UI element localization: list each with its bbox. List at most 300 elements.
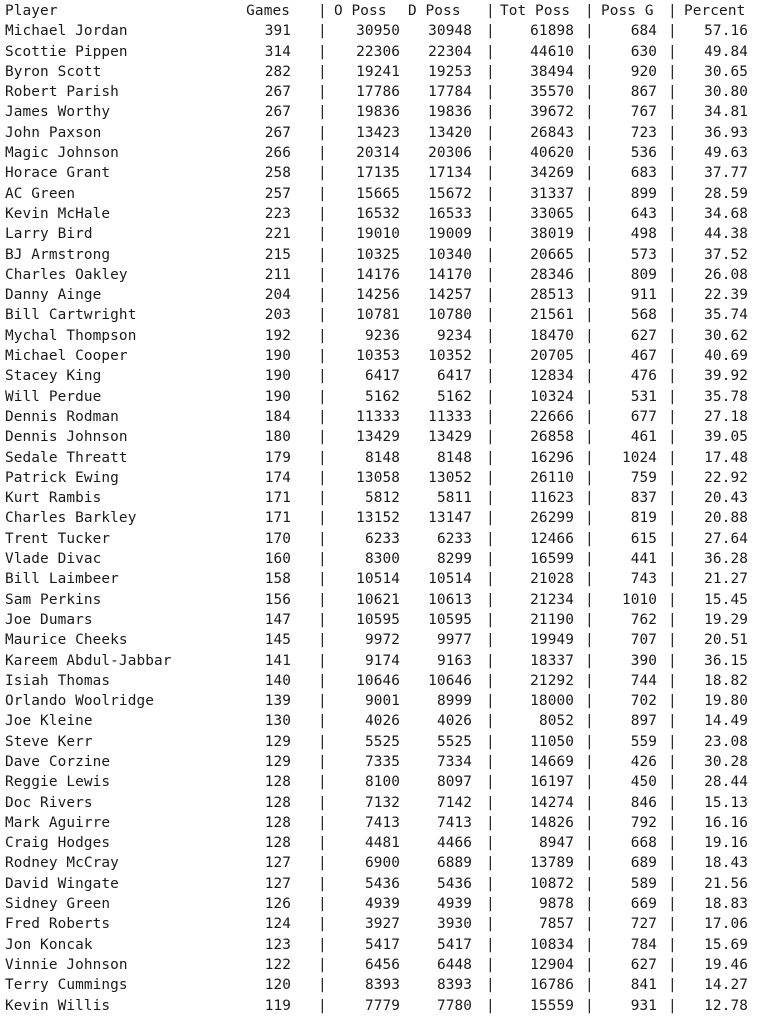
games-value: 184 bbox=[264, 408, 291, 425]
o-poss-value: 5525 bbox=[364, 733, 400, 750]
table-row bbox=[0, 772, 757, 792]
games-value: 179 bbox=[264, 449, 291, 466]
tot-poss-value: 26843 bbox=[530, 124, 574, 141]
table-row bbox=[0, 305, 757, 325]
column-separator: | bbox=[668, 652, 677, 669]
games-value: 120 bbox=[264, 977, 291, 994]
column-separator: | bbox=[318, 693, 327, 710]
column-separator: | bbox=[668, 104, 677, 121]
games-value: 391 bbox=[264, 23, 291, 40]
column-separator: | bbox=[585, 246, 594, 263]
games-value: 139 bbox=[264, 693, 291, 710]
column-separator: | bbox=[585, 287, 594, 304]
poss-g-value: 441 bbox=[630, 551, 657, 568]
tot-poss-value: 26110 bbox=[530, 469, 574, 486]
games-value: 160 bbox=[264, 551, 291, 568]
percent-value: 21.56 bbox=[704, 875, 748, 892]
d-poss-value: 10352 bbox=[428, 348, 472, 365]
percent-value: 17.06 bbox=[704, 916, 748, 933]
table-row bbox=[0, 529, 757, 549]
column-separator: | bbox=[668, 469, 677, 486]
column-separator: | bbox=[486, 348, 495, 365]
column-separator: | bbox=[486, 287, 495, 304]
o-poss-value: 22306 bbox=[356, 43, 400, 60]
column-separator: | bbox=[486, 124, 495, 141]
table-row bbox=[0, 914, 757, 934]
player-name: Will Perdue bbox=[5, 388, 102, 405]
o-poss-value: 10646 bbox=[356, 672, 400, 689]
tot-poss-value: 18000 bbox=[530, 693, 574, 710]
tot-poss-value: 38019 bbox=[530, 226, 574, 243]
column-separator: | bbox=[668, 185, 677, 202]
o-poss-value: 10325 bbox=[356, 246, 400, 263]
player-name: Mychal Thompson bbox=[5, 327, 137, 344]
column-separator: | bbox=[486, 571, 495, 588]
o-poss-value: 16532 bbox=[356, 205, 400, 222]
games-value: 257 bbox=[264, 185, 291, 202]
percent-value: 44.38 bbox=[704, 226, 748, 243]
column-separator: | bbox=[318, 348, 327, 365]
d-poss-value: 9977 bbox=[436, 632, 472, 649]
column-separator: | bbox=[585, 23, 594, 40]
header-games: Games bbox=[246, 3, 290, 19]
column-separator: | bbox=[486, 246, 495, 263]
column-separator: | bbox=[318, 794, 327, 811]
column-separator: | bbox=[486, 23, 495, 40]
poss-g-value: 450 bbox=[630, 774, 657, 791]
column-separator: | bbox=[668, 165, 677, 182]
games-value: 221 bbox=[264, 226, 291, 243]
column-separator: | bbox=[585, 226, 594, 243]
player-name: Horace Grant bbox=[5, 165, 111, 182]
o-poss-value: 9174 bbox=[364, 652, 400, 669]
tot-poss-value: 8052 bbox=[538, 713, 574, 730]
percent-value: 17.48 bbox=[704, 449, 748, 466]
column-separator: | bbox=[318, 307, 327, 324]
o-poss-value: 13423 bbox=[356, 124, 400, 141]
o-poss-value: 19010 bbox=[356, 226, 400, 243]
column-separator: | bbox=[668, 794, 677, 811]
d-poss-value: 10595 bbox=[428, 611, 472, 628]
table-row bbox=[0, 671, 757, 691]
column-separator: | bbox=[318, 916, 327, 933]
o-poss-value: 5417 bbox=[364, 936, 400, 953]
column-separator: | bbox=[585, 753, 594, 770]
header-percent: Percent bbox=[684, 3, 746, 19]
column-separator: | bbox=[318, 246, 327, 263]
column-separator: | bbox=[668, 814, 677, 831]
player-name: Sam Perkins bbox=[5, 591, 102, 608]
poss-g-value: 627 bbox=[630, 327, 657, 344]
column-separator: | bbox=[585, 408, 594, 425]
column-separator: | bbox=[668, 591, 677, 608]
poss-g-value: 723 bbox=[630, 124, 657, 141]
percent-value: 39.92 bbox=[704, 368, 748, 385]
column-separator: | bbox=[585, 652, 594, 669]
table-row bbox=[0, 427, 757, 447]
column-separator: | bbox=[668, 977, 677, 994]
games-value: 258 bbox=[264, 165, 291, 182]
percent-value: 27.18 bbox=[704, 408, 748, 425]
tot-poss-value: 18337 bbox=[530, 652, 574, 669]
d-poss-value: 7142 bbox=[436, 794, 472, 811]
column-separator: | bbox=[668, 490, 677, 507]
o-poss-value: 4481 bbox=[364, 835, 400, 852]
games-value: 215 bbox=[264, 246, 291, 263]
poss-g-value: 643 bbox=[630, 205, 657, 222]
tot-poss-value: 34269 bbox=[530, 165, 574, 182]
header-player: Player bbox=[5, 3, 58, 19]
percent-value: 37.52 bbox=[704, 246, 748, 263]
tot-poss-value: 15559 bbox=[530, 997, 574, 1014]
o-poss-value: 10353 bbox=[356, 348, 400, 365]
tot-poss-value: 16296 bbox=[530, 449, 574, 466]
player-name: Vlade Divac bbox=[5, 551, 102, 568]
d-poss-value: 7413 bbox=[436, 814, 472, 831]
column-separator: | bbox=[318, 814, 327, 831]
o-poss-value: 6417 bbox=[364, 368, 400, 385]
o-poss-value: 17786 bbox=[356, 84, 400, 101]
player-name: Larry Bird bbox=[5, 226, 93, 243]
column-separator: | bbox=[318, 449, 327, 466]
column-separator: | bbox=[668, 693, 677, 710]
games-value: 204 bbox=[264, 287, 291, 304]
d-poss-value: 6448 bbox=[436, 956, 472, 973]
games-value: 223 bbox=[264, 205, 291, 222]
column-separator: | bbox=[318, 875, 327, 892]
o-poss-value: 8148 bbox=[364, 449, 400, 466]
table-row bbox=[0, 224, 757, 244]
poss-g-value: 897 bbox=[630, 713, 657, 730]
column-separator: | bbox=[486, 713, 495, 730]
tot-poss-value: 26858 bbox=[530, 429, 574, 446]
percent-value: 39.05 bbox=[704, 429, 748, 446]
column-separator: | bbox=[486, 510, 495, 527]
column-separator: | bbox=[318, 145, 327, 162]
table-row bbox=[0, 407, 757, 427]
poss-g-value: 573 bbox=[630, 246, 657, 263]
column-separator: | bbox=[318, 226, 327, 243]
column-separator: | bbox=[318, 896, 327, 913]
column-separator: | bbox=[486, 916, 495, 933]
table-row bbox=[0, 610, 757, 630]
column-separator: | bbox=[318, 835, 327, 852]
poss-g-value: 630 bbox=[630, 43, 657, 60]
column-separator: | bbox=[585, 835, 594, 852]
poss-g-value: 669 bbox=[630, 896, 657, 913]
percent-value: 30.80 bbox=[704, 84, 748, 101]
column-separator: | bbox=[585, 693, 594, 710]
games-value: 282 bbox=[264, 63, 291, 80]
poss-g-value: 759 bbox=[630, 469, 657, 486]
column-separator: | bbox=[486, 672, 495, 689]
column-separator: | bbox=[486, 997, 495, 1014]
poss-g-value: 426 bbox=[630, 753, 657, 770]
tot-poss-value: 21292 bbox=[530, 672, 574, 689]
player-name: John Paxson bbox=[5, 124, 102, 141]
player-name: Robert Parish bbox=[5, 84, 119, 101]
column-separator: | bbox=[318, 388, 327, 405]
column-separator: | bbox=[585, 449, 594, 466]
player-name: Jon Koncak bbox=[5, 936, 93, 953]
column-separator: | bbox=[486, 449, 495, 466]
table-row bbox=[0, 975, 757, 995]
column-separator: | bbox=[318, 530, 327, 547]
o-poss-value: 5436 bbox=[364, 875, 400, 892]
percent-value: 35.78 bbox=[704, 388, 748, 405]
tot-poss-value: 35570 bbox=[530, 84, 574, 101]
column-separator: | bbox=[585, 3, 594, 19]
poss-g-value: 727 bbox=[630, 916, 657, 933]
o-poss-value: 8100 bbox=[364, 774, 400, 791]
poss-g-value: 390 bbox=[630, 652, 657, 669]
percent-value: 28.44 bbox=[704, 774, 748, 791]
table-row bbox=[0, 874, 757, 894]
poss-g-value: 589 bbox=[630, 875, 657, 892]
games-value: 122 bbox=[264, 956, 291, 973]
percent-value: 20.88 bbox=[704, 510, 748, 527]
d-poss-value: 9234 bbox=[436, 327, 472, 344]
d-poss-value: 13147 bbox=[428, 510, 472, 527]
player-name: Reggie Lewis bbox=[5, 774, 111, 791]
column-separator: | bbox=[318, 23, 327, 40]
table-row bbox=[0, 752, 757, 772]
column-separator: | bbox=[318, 611, 327, 628]
column-separator: | bbox=[486, 327, 495, 344]
column-separator: | bbox=[486, 753, 495, 770]
table-row bbox=[0, 326, 757, 346]
tot-poss-value: 11050 bbox=[530, 733, 574, 750]
column-separator: | bbox=[318, 551, 327, 568]
column-separator: | bbox=[486, 632, 495, 649]
column-separator: | bbox=[585, 571, 594, 588]
player-name: Kevin McHale bbox=[5, 205, 111, 222]
column-separator: | bbox=[668, 246, 677, 263]
percent-value: 15.69 bbox=[704, 936, 748, 953]
column-separator: | bbox=[585, 713, 594, 730]
games-value: 190 bbox=[264, 348, 291, 365]
percent-value: 22.92 bbox=[704, 469, 748, 486]
d-poss-value: 19836 bbox=[428, 104, 472, 121]
table-row bbox=[0, 732, 757, 752]
player-name: Scottie Pippen bbox=[5, 43, 128, 60]
o-poss-value: 6900 bbox=[364, 855, 400, 872]
tot-poss-value: 12466 bbox=[530, 530, 574, 547]
column-separator: | bbox=[668, 855, 677, 872]
games-value: 128 bbox=[264, 835, 291, 852]
poss-g-value: 899 bbox=[630, 185, 657, 202]
column-separator: | bbox=[318, 368, 327, 385]
percent-value: 23.08 bbox=[704, 733, 748, 750]
column-separator: | bbox=[668, 713, 677, 730]
poss-g-value: 792 bbox=[630, 814, 657, 831]
games-value: 128 bbox=[264, 794, 291, 811]
player-name: Charles Oakley bbox=[5, 266, 128, 283]
d-poss-value: 13429 bbox=[428, 429, 472, 446]
player-name: Kevin Willis bbox=[5, 997, 111, 1014]
column-separator: | bbox=[668, 551, 677, 568]
games-value: 128 bbox=[264, 774, 291, 791]
tot-poss-value: 20705 bbox=[530, 348, 574, 365]
d-poss-value: 8148 bbox=[436, 449, 472, 466]
o-poss-value: 8393 bbox=[364, 977, 400, 994]
poss-g-value: 841 bbox=[630, 977, 657, 994]
o-poss-value: 4939 bbox=[364, 896, 400, 913]
games-value: 126 bbox=[264, 896, 291, 913]
tot-poss-value: 9878 bbox=[538, 896, 574, 913]
games-value: 190 bbox=[264, 388, 291, 405]
poss-g-value: 1010 bbox=[621, 591, 657, 608]
percent-value: 14.49 bbox=[704, 713, 748, 730]
o-poss-value: 5812 bbox=[364, 490, 400, 507]
percent-value: 15.13 bbox=[704, 794, 748, 811]
column-separator: | bbox=[318, 408, 327, 425]
poss-g-value: 911 bbox=[630, 287, 657, 304]
d-poss-value: 19253 bbox=[428, 63, 472, 80]
tot-poss-value: 18470 bbox=[530, 327, 574, 344]
player-name: Fred Roberts bbox=[5, 916, 111, 933]
percent-value: 18.83 bbox=[704, 896, 748, 913]
poss-g-value: 683 bbox=[630, 165, 657, 182]
poss-g-value: 743 bbox=[630, 571, 657, 588]
column-separator: | bbox=[668, 327, 677, 344]
column-separator: | bbox=[318, 43, 327, 60]
column-separator: | bbox=[585, 266, 594, 283]
percent-value: 18.82 bbox=[704, 672, 748, 689]
column-separator: | bbox=[585, 814, 594, 831]
percent-value: 37.77 bbox=[704, 165, 748, 182]
column-separator: | bbox=[486, 104, 495, 121]
column-separator: | bbox=[318, 855, 327, 872]
tot-poss-value: 16197 bbox=[530, 774, 574, 791]
table-body bbox=[0, 21, 757, 1016]
d-poss-value: 5811 bbox=[436, 490, 472, 507]
games-value: 171 bbox=[264, 490, 291, 507]
column-separator: | bbox=[585, 368, 594, 385]
column-separator: | bbox=[486, 368, 495, 385]
player-name: Dennis Rodman bbox=[5, 408, 119, 425]
column-separator: | bbox=[668, 388, 677, 405]
d-poss-value: 8097 bbox=[436, 774, 472, 791]
player-name: Trent Tucker bbox=[5, 530, 111, 547]
player-name: Michael Jordan bbox=[5, 23, 128, 40]
games-value: 140 bbox=[264, 672, 291, 689]
poss-g-value: 627 bbox=[630, 956, 657, 973]
percent-value: 22.39 bbox=[704, 287, 748, 304]
table-header bbox=[0, 1, 757, 21]
tot-poss-value: 14826 bbox=[530, 814, 574, 831]
column-separator: | bbox=[585, 205, 594, 222]
tot-poss-value: 38494 bbox=[530, 63, 574, 80]
column-separator: | bbox=[318, 652, 327, 669]
player-name: Patrick Ewing bbox=[5, 469, 119, 486]
games-value: 266 bbox=[264, 145, 291, 162]
column-separator: | bbox=[486, 956, 495, 973]
percent-value: 34.68 bbox=[704, 205, 748, 222]
percent-value: 34.81 bbox=[704, 104, 748, 121]
percent-value: 35.74 bbox=[704, 307, 748, 324]
column-separator: | bbox=[668, 571, 677, 588]
column-separator: | bbox=[668, 936, 677, 953]
poss-g-value: 707 bbox=[630, 632, 657, 649]
column-separator: | bbox=[668, 875, 677, 892]
o-poss-value: 5162 bbox=[364, 388, 400, 405]
player-name: Isiah Thomas bbox=[5, 672, 111, 689]
d-poss-value: 10646 bbox=[428, 672, 472, 689]
percent-value: 12.78 bbox=[704, 997, 748, 1014]
tot-poss-value: 40620 bbox=[530, 145, 574, 162]
games-value: 203 bbox=[264, 307, 291, 324]
column-separator: | bbox=[318, 124, 327, 141]
player-name: Stacey King bbox=[5, 368, 102, 385]
games-value: 174 bbox=[264, 469, 291, 486]
column-separator: | bbox=[585, 936, 594, 953]
percent-value: 36.28 bbox=[704, 551, 748, 568]
column-separator: | bbox=[585, 855, 594, 872]
o-poss-value: 7413 bbox=[364, 814, 400, 831]
d-poss-value: 11333 bbox=[428, 408, 472, 425]
column-separator: | bbox=[486, 63, 495, 80]
column-separator: | bbox=[486, 855, 495, 872]
player-name: Craig Hodges bbox=[5, 835, 111, 852]
column-separator: | bbox=[318, 774, 327, 791]
poss-g-value: 931 bbox=[630, 997, 657, 1014]
column-separator: | bbox=[585, 124, 594, 141]
column-separator: | bbox=[318, 287, 327, 304]
column-separator: | bbox=[668, 997, 677, 1014]
o-poss-value: 15665 bbox=[356, 185, 400, 202]
column-separator: | bbox=[318, 266, 327, 283]
o-poss-value: 13058 bbox=[356, 469, 400, 486]
tot-poss-value: 21234 bbox=[530, 591, 574, 608]
column-separator: | bbox=[486, 408, 495, 425]
poss-g-value: 668 bbox=[630, 835, 657, 852]
column-separator: | bbox=[585, 388, 594, 405]
table-row bbox=[0, 793, 757, 813]
poss-g-value: 819 bbox=[630, 510, 657, 527]
games-value: 127 bbox=[264, 875, 291, 892]
poss-g-value: 461 bbox=[630, 429, 657, 446]
player-name: David Wingate bbox=[5, 875, 119, 892]
player-name: Kurt Rambis bbox=[5, 490, 102, 507]
column-separator: | bbox=[585, 672, 594, 689]
column-separator: | bbox=[668, 774, 677, 791]
d-poss-value: 22304 bbox=[428, 43, 472, 60]
player-name: Maurice Cheeks bbox=[5, 632, 128, 649]
column-separator: | bbox=[668, 348, 677, 365]
d-poss-value: 6889 bbox=[436, 855, 472, 872]
tot-poss-value: 31337 bbox=[530, 185, 574, 202]
d-poss-value: 8393 bbox=[436, 977, 472, 994]
games-value: 124 bbox=[264, 916, 291, 933]
table-row bbox=[0, 508, 757, 528]
o-poss-value: 10621 bbox=[356, 591, 400, 608]
percent-value: 30.65 bbox=[704, 63, 748, 80]
tot-poss-value: 10872 bbox=[530, 875, 574, 892]
column-separator: | bbox=[668, 63, 677, 80]
d-poss-value: 17784 bbox=[428, 84, 472, 101]
column-separator: | bbox=[668, 530, 677, 547]
percent-value: 18.43 bbox=[704, 855, 748, 872]
column-separator: | bbox=[585, 774, 594, 791]
poss-g-value: 559 bbox=[630, 733, 657, 750]
player-name: Joe Kleine bbox=[5, 713, 93, 730]
tot-poss-value: 21190 bbox=[530, 611, 574, 628]
column-separator: | bbox=[486, 875, 495, 892]
column-separator: | bbox=[486, 469, 495, 486]
d-poss-value: 30948 bbox=[428, 23, 472, 40]
column-separator: | bbox=[486, 307, 495, 324]
